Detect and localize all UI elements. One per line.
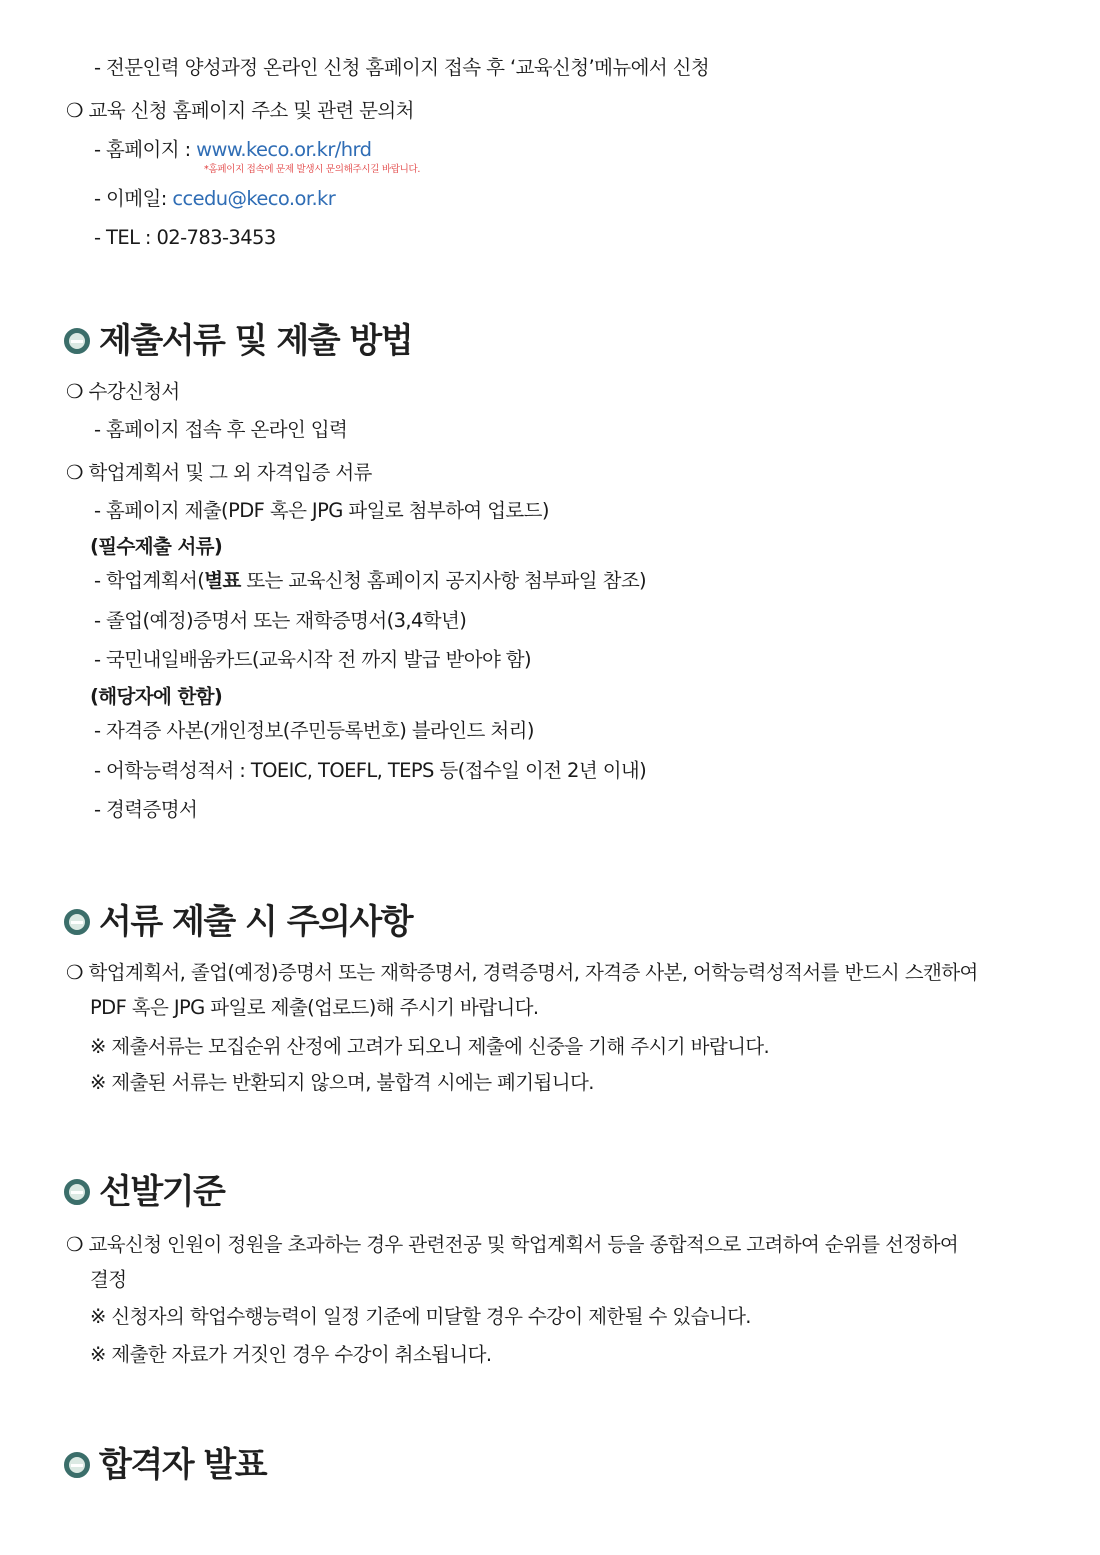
homepage-line: [94, 138, 371, 161]
section-heading-documents: [64, 321, 413, 361]
section-heading-cautions: [64, 902, 413, 942]
criteria-note-2: ※ 제출한 자료가 거짓인 경우 수강이 취소됩니다.: [90, 1343, 492, 1366]
caution-note-1: ※ 제출서류는 모집순위 산정에 고려가 되오니 제출에 신중을 기해 주시기 바랍니다.: [90, 1035, 770, 1058]
section-heading-criteria: [64, 1172, 225, 1212]
homepage-label: - 홈페이지 :: [94, 138, 197, 161]
item-study-plan: ❍ 학업계획서 및 그 외 자격입증 서류: [66, 461, 372, 484]
caution-note-2: ※ 제출된 서류는 반환되지 않으며, 불합격 시에는 폐기됩니다.: [90, 1071, 594, 1094]
required-doc-card: - 국민내일배움카드(교육시작 전 까지 발급 받아야 함): [94, 648, 532, 671]
section-title: 서류 제출 시 주의사항: [99, 902, 413, 942]
section-title: 합격자 발표: [99, 1445, 267, 1485]
section-bullet-icon: [64, 1179, 90, 1205]
email-link[interactable]: ccedu@keco.or.kr: [172, 187, 336, 210]
email-line: [94, 187, 335, 210]
homepage-link[interactable]: www.keco.or.kr/hrd: [196, 138, 372, 161]
email-label: - 이메일:: [94, 187, 173, 210]
section-bullet-icon: [64, 1452, 90, 1478]
contact-heading: ❍ 교육 신청 홈페이지 주소 및 관련 문의처: [66, 99, 414, 122]
section-title: 선발기준: [99, 1172, 225, 1212]
apply-instruction: - 전문인력 양성과정 온라인 신청 홈페이지 접속 후 ‘교육신청’메뉴에서 신청: [94, 56, 710, 79]
caution-item-line1: ❍ 학업계획서, 졸업(예정)증명서 또는 재학증명서, 경력증명서, 자격증 사본, 어학능력성적서를 반드시 스캔하여: [66, 961, 978, 984]
section-bullet-icon: [64, 909, 90, 935]
required-docs-label: (필수제출 서류): [90, 535, 223, 558]
required-doc-graduation: - 졸업(예정)증명서 또는 재학증명서(3,4학년): [94, 609, 467, 632]
item-application-form: ❍ 수강신청서: [66, 380, 180, 403]
applicable-doc-career: - 경력증명서: [94, 798, 198, 821]
appendix-emphasis: 별표: [204, 569, 241, 592]
applicable-doc-license: - 자격증 사본(개인정보(주민등록번호) 블라인드 처리): [94, 719, 534, 742]
applicable-docs-label: (해당자에 한함): [90, 685, 223, 708]
item-study-plan-detail: - 홈페이지 제출(PDF 혹은 JPG 파일로 첨부하여 업로드): [94, 499, 549, 522]
applicable-doc-language: - 어학능력성적서 : TOEIC, TOEFL, TEPS 등(접수일 이전 2년 이내): [94, 759, 647, 782]
criteria-item-line2: 결정: [90, 1268, 127, 1291]
tel-line: - TEL : 02-783-3453: [94, 226, 276, 249]
required-doc-text: 또는 교육신청 홈페이지 공지사항 첨부파일 참조): [240, 569, 647, 592]
item-application-form-detail: - 홈페이지 접속 후 온라인 입력: [94, 418, 348, 441]
criteria-item-line1: ❍ 교육신청 인원이 정원을 초과하는 경우 관련전공 및 학업계획서 등을 종합적으로 고려하여 순위를 선정하여: [66, 1233, 959, 1256]
homepage-note: *홈페이지 접속에 문제 발생시 문의해주시길 바랍니다.: [204, 164, 421, 175]
required-doc-study-plan: [94, 569, 646, 592]
required-doc-text: - 학업계획서(: [94, 569, 205, 592]
section-heading-announcement: [64, 1445, 267, 1485]
section-bullet-icon: [64, 328, 90, 354]
caution-item-line2: PDF 혹은 JPG 파일로 제출(업로드)해 주시기 바랍니다.: [90, 996, 539, 1019]
section-title: 제출서류 및 제출 방법: [99, 321, 413, 361]
criteria-note-1: ※ 신청자의 학업수행능력이 일정 기준에 미달할 경우 수강이 제한될 수 있습니다.: [90, 1305, 751, 1328]
